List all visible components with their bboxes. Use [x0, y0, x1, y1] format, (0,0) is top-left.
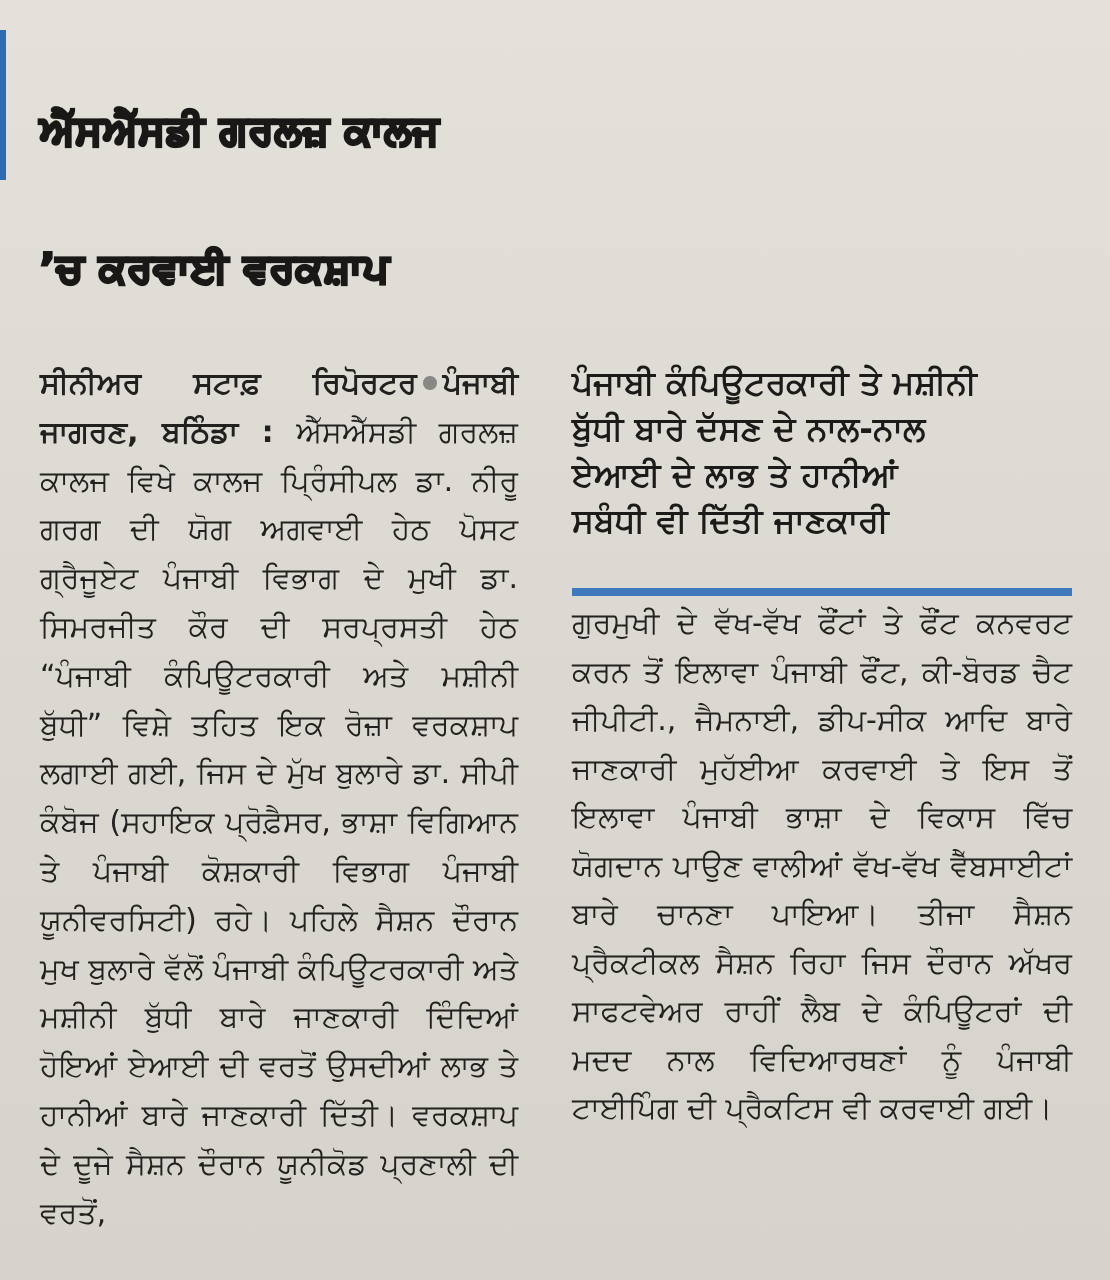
byline-author: ਸੀਨੀਅਰ ਸਟਾਫ਼ ਰਿਪੋਰਟਰ: [40, 366, 417, 401]
pull-quote-line: ਬੁੱਧੀ ਬਾਰੇ ਦੱਸਣ ਦੇ ਨਾਲ-ਨਾਲ: [572, 409, 926, 448]
pull-quote-line: ਸਬੰਧੀ ਵੀ ਦਿੱਤੀ ਜਾਣਕਾਰੀ: [572, 501, 889, 540]
article-pull-quote: [572, 360, 1072, 544]
byline-paper: ਪੰਜਾਬੀ ਜਾਗਰਣ, ਬਠਿੰਡਾ :: [40, 366, 518, 450]
article-body-right-column: [572, 600, 1072, 1270]
pull-quote-line: ਪੰਜਾਬੀ ਕੰਪਿਊਟਰਕਾਰੀ ਤੇ ਮਸ਼ੀਨੀ: [572, 363, 977, 402]
headline-line-2: ’ਚ ਕਰਵਾਈ ਵਰਕਸ਼ਾਪ: [40, 246, 390, 292]
pull-quote-line: ਏਆਈ ਦੇ ਲਾਭ ਤੇ ਹਾਨੀਆਂ: [572, 455, 898, 494]
article-headline: [40, 62, 1090, 338]
headline-line-1: ਐੱਸਐੱਸਡੀ ਗਰਲਜ਼ ਕਾਲਜ: [40, 108, 440, 154]
body-text-right: ਗੁਰਮੁਖੀ ਦੇ ਵੱਖ-ਵੱਖ ਫੌਂਟਾਂ ਤੇ ਫੌਂਟ ਕਨਵਰਟ ਕਰਨ ਤੋਂ ਇਲਾਵਾ ਪੰਜਾਬੀ ਫੌਂਟ, ਕੀ-ਬੋਰਡ ਚੈਟ ਜੀਪੀਟੀ., ਜੈਮਨਾਈ, ਡੀਪ-ਸੀਕ ਆਦਿ ਬਾਰੇ ਜਾਣਕਾਰੀ ਮੁਹੱਈਆ ਕਰਵਾਈ ਤੇ ਇਸ ਤੋਂ ਇਲਾਵਾ ਪੰਜਾਬੀ ਭਾਸ਼ਾ ਦੇ ਵਿਕਾਸ ਵਿੱਚ ਯੋਗਦਾਨ ਪਾਉਣ ਵਾਲੀਆਂ ਵੱਖ-ਵੱਖ ਵੈੱਬਸਾਈਟਾਂ ਬਾਰੇ ਚਾਨਣਾ ਪਾਇਆ। ਤੀਜਾ ਸੈਸ਼ਨ ਪ੍ਰੈਕਟੀਕਲ ਸੈਸ਼ਨ ਰਿਹਾ ਜਿਸ ਦੌਰਾਨ ਅੱਖਰ ਸਾਫਟਵੇਅਰ ਰਾਹੀਂ ਲੈਬ ਦੇ ਕੰਪਿਊਟਰਾਂ ਦੀ ਮਦਦ ਨਾਲ ਵਿਦਿਆਰਥਣਾਂ ਨੂੰ ਪੰਜਾਬੀ ਟਾਈਪਿੰਗ ਦੀ ਪ੍ਰੈਕਟਿਸ ਵੀ ਕਰਵਾਈ ਗਈ।: [572, 606, 1072, 1126]
article-body-left-column: [40, 360, 518, 1265]
byline-bullet-icon: [423, 376, 437, 390]
body-text-left: ਐੱਸਐੱਸਡੀ ਗਰਲਜ਼ ਕਾਲਜ ਵਿਖੇ ਕਾਲਜ ਪ੍ਰਿੰਸੀਪਲ ਡਾ. ਨੀਰੂ ਗਰਗ ਦੀ ਯੋਗ ਅਗਵਾਈ ਹੇਠ ਪੋਸਟ ਗ੍ਰੈਜੂਏਟ ਪੰਜਾਬੀ ਵਿਭਾਗ ਦੇ ਮੁਖੀ ਡਾ. ਸਿਮਰਜੀਤ ਕੌਰ ਦੀ ਸਰਪ੍ਰਸਤੀ ਹੇਠ “ਪੰਜਾਬੀ ਕੰਪਿਊਟਰਕਾਰੀ ਅਤੇ ਮਸ਼ੀਨੀ ਬੁੱਧੀ” ਵਿਸ਼ੇ ਤਹਿਤ ਇਕ ਰੋਜ਼ਾ ਵਰਕਸ਼ਾਪ ਲਗਾਈ ਗਈ, ਜਿਸ ਦੇ ਮੁੱਖ ਬੁਲਾਰੇ ਡਾ. ਸੀਪੀ ਕੰਬੋਜ (ਸਹਾਇਕ ਪ੍ਰੋਫ਼ੈਸਰ, ਭਾਸ਼ਾ ਵਿਗਿਆਨ ਤੇ ਪੰਜਾਬੀ ਕੋਸ਼ਕਾਰੀ ਵਿਭਾਗ ਪੰਜਾਬੀ ਯੂਨੀਵਰਸਿਟੀ) ਰਹੇ। ਪਹਿਲੇ ਸੈਸ਼ਨ ਦੌਰਾਨ ਮੁਖ ਬੁਲਾਰੇ ਵੱਲੋਂ ਪੰਜਾਬੀ ਕੰਪਿਊਟਰਕਾਰੀ ਅਤੇ ਮਸ਼ੀਨੀ ਬੁੱਧੀ ਬਾਰੇ ਜਾਣਕਾਰੀ ਦਿੰਦਿਆਂ ਹੋਇਆਂ ਏਆਈ ਦੀ ਵਰਤੋਂ ਉਸਦੀਆਂ ਲਾਭ ਤੇ ਹਾਨੀਆਂ ਬਾਰੇ ਜਾਣਕਾਰੀ ਦਿੱਤੀ। ਵਰਕਸ਼ਾਪ ਦੇ ਦੂਜੇ ਸੈਸ਼ਨ ਦੌਰਾਨ ਯੂਨੀਕੋਡ ਪ੍ਰਣਾਲੀ ਦੀ ਵਰਤੋਂ,: [40, 414, 518, 1231]
section-divider-rule: [572, 588, 1072, 596]
margin-color-bar: [0, 30, 6, 180]
